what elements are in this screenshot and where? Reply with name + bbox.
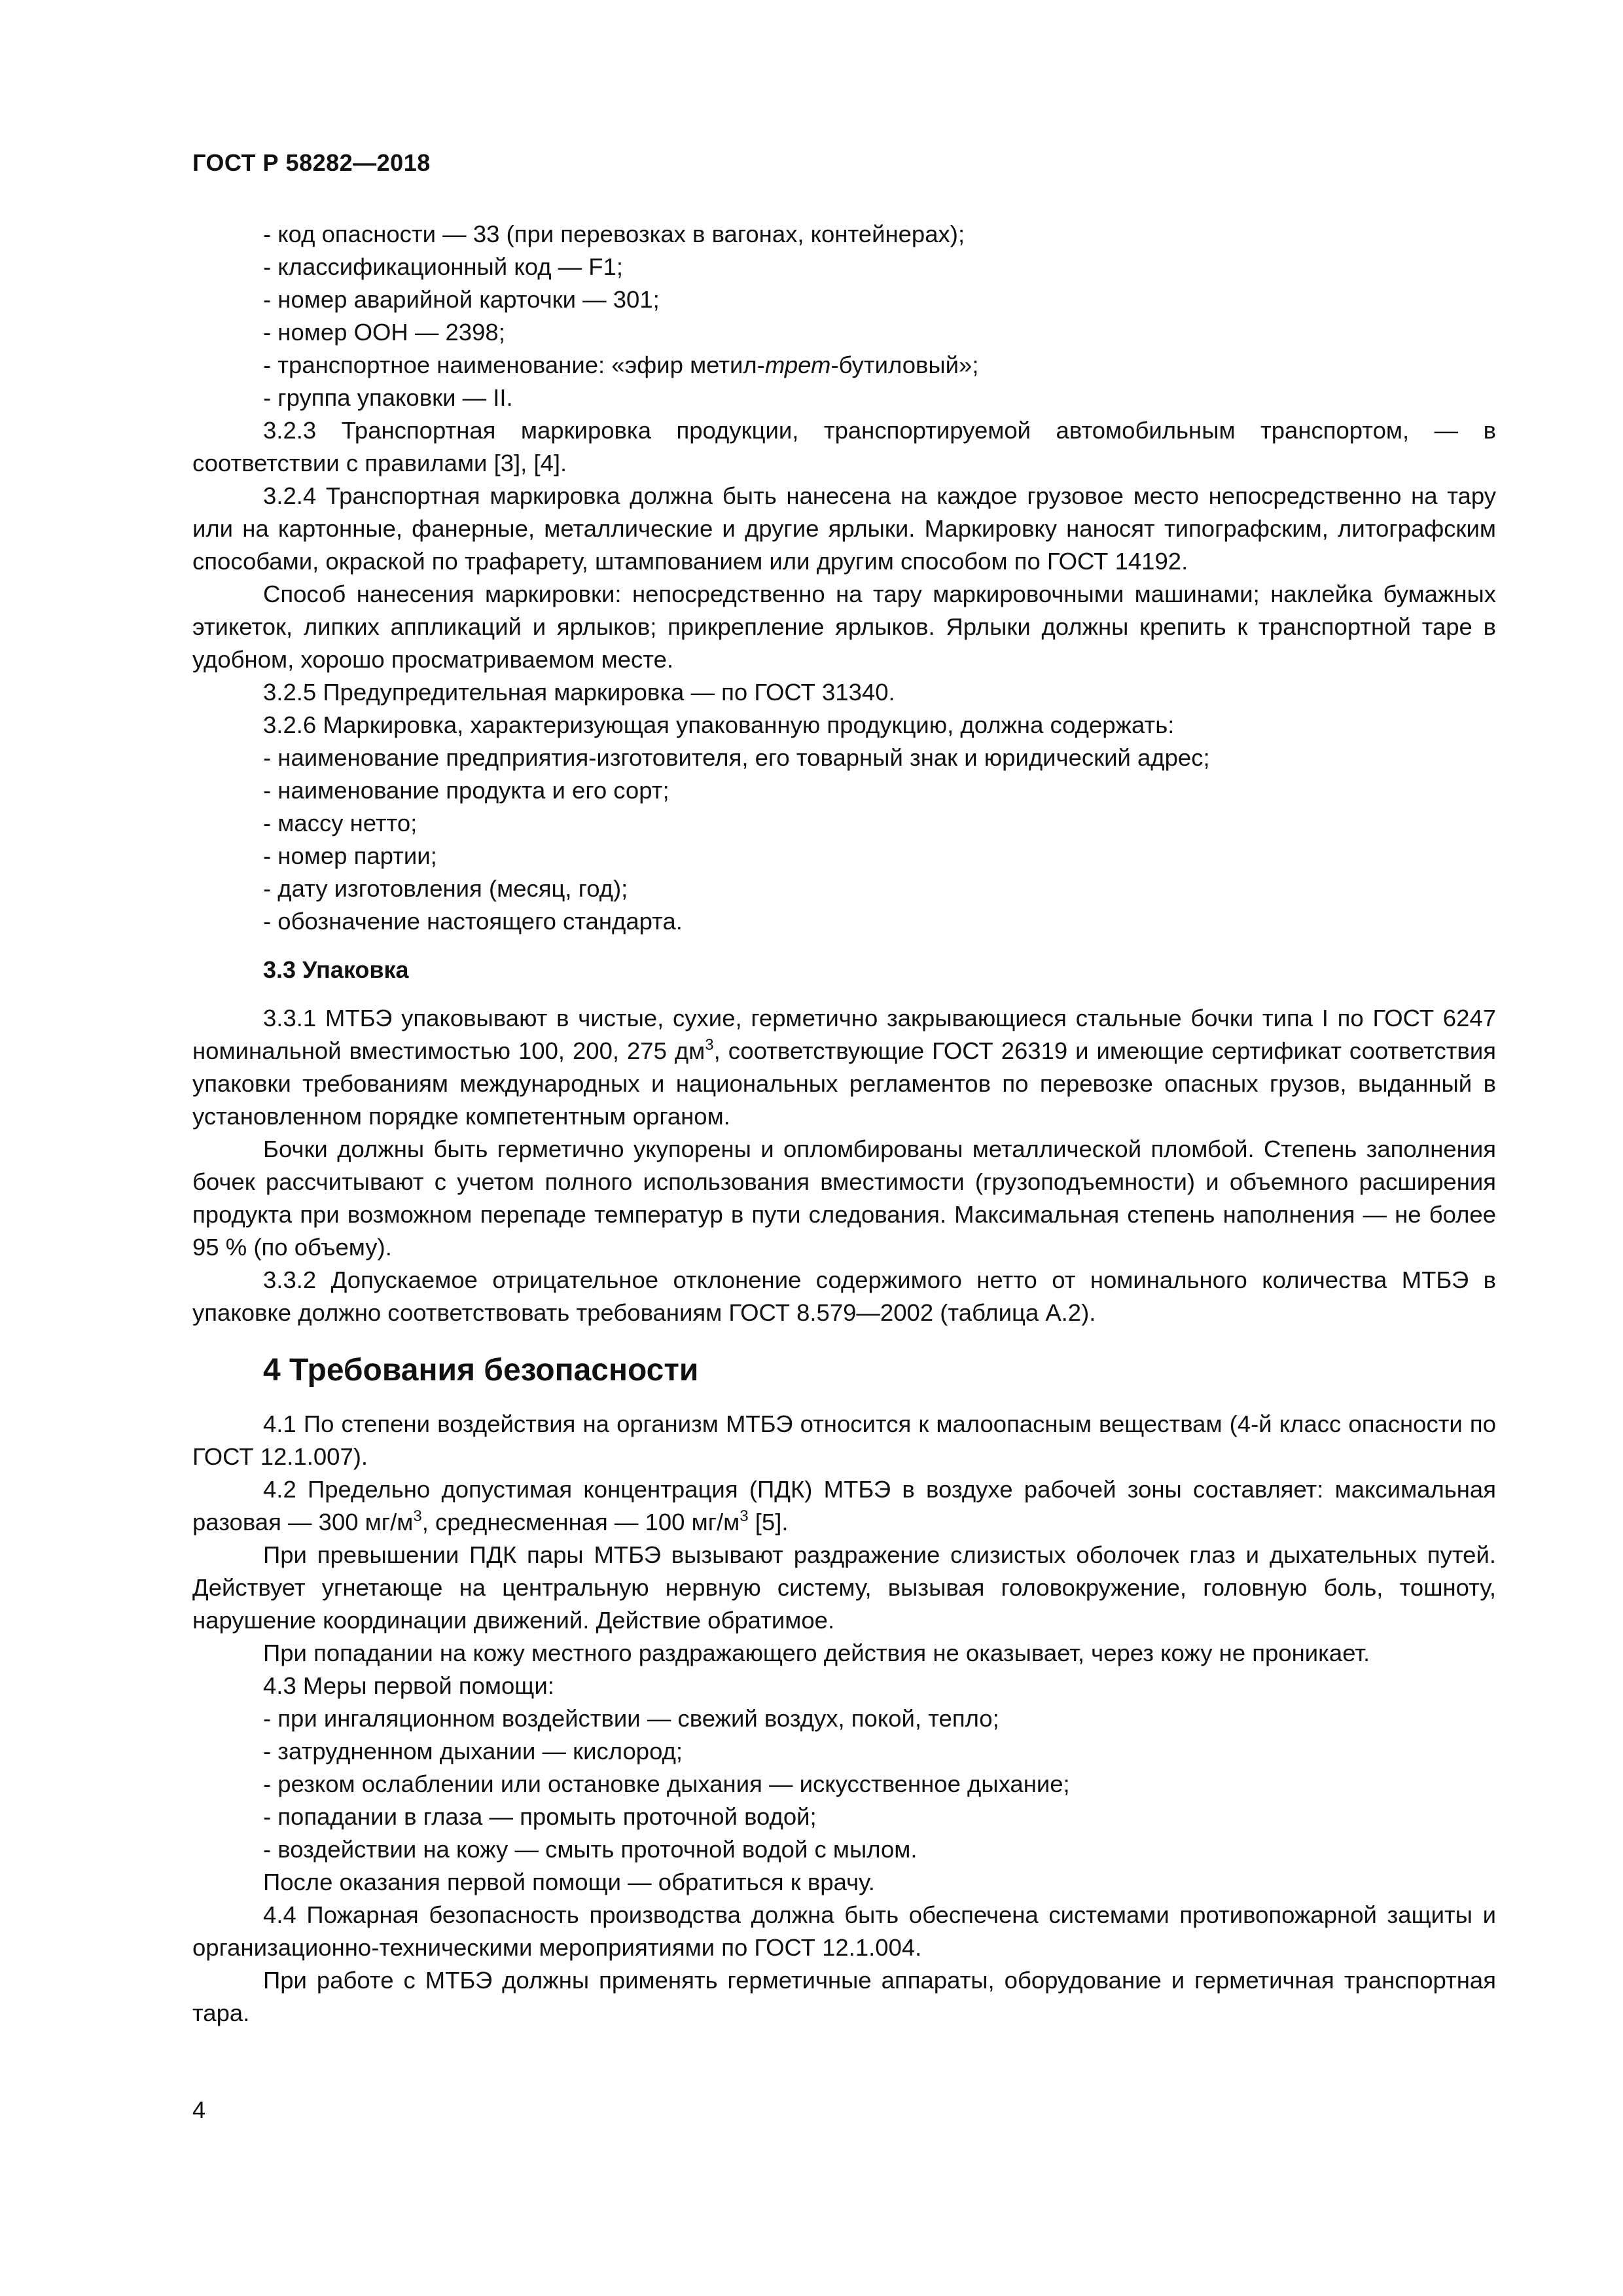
list-item: - дату изготовления (месяц, год); — [263, 875, 628, 902]
text-run: [5]. — [748, 1509, 789, 1535]
paragraph: 3.2.6 Маркировка, характеризующая упакованную продукцию, должна содержать: — [263, 711, 1175, 738]
text-run: - транспортное наименование: «эфир метил- — [263, 351, 765, 378]
list-item: - номер аварийной карточки — 301; — [263, 286, 660, 313]
list-item: - обозначение настоящего стандарта. — [263, 908, 683, 935]
section-heading: 4 Требования безопасности — [263, 1353, 699, 1388]
paragraph: 4.1 По степени воздействия на организм МТБЭ относится к малоопасным веществам (4-й класс опасности по ГОСТ 12.1.007). — [192, 1410, 1496, 1470]
list-item: - наименование продукта и его сорт; — [263, 777, 669, 804]
paragraph: После оказания первой помощи — обратиться к врачу. — [263, 1869, 875, 1895]
document-body — [192, 218, 1496, 2030]
superscript: 3 — [705, 1036, 714, 1054]
italic-text: трет — [764, 351, 831, 378]
text-run: 4.2 Предельно допустимая концентрация (ПДК) МТБЭ в воздухе рабочей зоны составляет: максимальная разовая — 300 мг/м — [192, 1476, 1496, 1535]
list-item: - номер ООН — 2398; — [263, 319, 505, 346]
list-item: - при ингаляционном воздействии — свежий воздух, покой, тепло; — [263, 1705, 999, 1732]
list-item: - код опасности — 33 (при перевозках в вагонах, контейнерах); — [263, 221, 965, 247]
list-item: - массу нетто; — [263, 810, 418, 836]
list-item: - попадании в глаза — промыть проточной водой; — [263, 1803, 817, 1830]
paragraph: При попадании на кожу местного раздражающего действия не оказывает, через кожу не проникает. — [263, 1640, 1370, 1666]
text-run: 3.3.1 МТБЭ упаковывают в чистые, сухие, герметично закрывающиеся стальные бочки типа I по ГОСТ 6247 номинальной вместимостью 100, 200, 275 дм — [192, 1005, 1496, 1064]
paragraph: 3.2.5 Предупредительная маркировка — по ГОСТ 31340. — [263, 679, 895, 706]
page-number: 4 — [192, 2096, 206, 2123]
subsection-heading: 3.3 Упаковка — [263, 956, 409, 983]
text-run: -бутиловый»; — [830, 351, 979, 378]
paragraph: При превышении ПДК пары МТБЭ вызывают раздражение слизистых оболочек глаз и дыхательных путей. Действует угнетающе на центральную нервную систему, вызывая головокружение, головную боль, тошноту, нарушение координации движений. Действие обратимое. — [192, 1541, 1496, 1634]
list-item: - классификационный код — F1; — [263, 253, 624, 280]
superscript: 3 — [413, 1507, 422, 1525]
paragraph: При работе с МТБЭ должны применять герметичные аппараты, оборудование и герметичная транспортная тара. — [192, 1967, 1496, 2026]
paragraph: 4.4 Пожарная безопасность производства должна быть обеспечена системами противопожарной защиты и организационно-техническими мероприятиями по ГОСТ 12.1.004. — [192, 1901, 1496, 1961]
paragraph: Способ нанесения маркировки: непосредственно на тару маркировочными машинами; наклейка бумажных этикеток, липких аппликаций и ярлыков; прикрепление ярлыков. Ярлыки должны крепить к транспортной таре в удобном, хорошо просматриваемом месте. — [192, 581, 1496, 673]
paragraph: Бочки должны быть герметично укупорены и опломбированы металлической пломбой. Степень заполнения бочек рассчитывают с учетом полного использования вместимости (грузоподъемности) и объемного расширения продукта при возможном перепаде температур в пути следования. Максимальная степень наполнения — не более 95 % (по объему). — [192, 1136, 1496, 1261]
list-item: - затрудненном дыхании — кислород; — [263, 1738, 683, 1765]
list-item — [192, 349, 1496, 382]
document-header: ГОСТ Р 58282—2018 — [192, 149, 431, 176]
paragraph: 3.3.2 Допускаемое отрицательное отклонение содержимого нетто от номинального количества МТБЭ в упаковке должно соответствовать требованиям ГОСТ 8.579—2002 (таблица А.2). — [192, 1266, 1496, 1326]
superscript: 3 — [740, 1507, 749, 1525]
list-item: - группа упаковки — II. — [263, 384, 513, 411]
list-item: - воздействии на кожу — смыть проточной водой с мылом. — [263, 1836, 918, 1863]
list-item: - резком ослаблении или остановке дыхания — искусственное дыхание; — [263, 1770, 1070, 1797]
text-run: , среднесменная — 100 мг/м — [421, 1509, 740, 1535]
paragraph: 3.2.3 Транспортная маркировка продукции, транспортируемой автомобильным транспортом, — в соответствии с правилами [3], [4]. — [192, 417, 1496, 476]
list-item: - наименование предприятия-изготовителя, его товарный знак и юридический адрес; — [263, 744, 1210, 771]
paragraph — [192, 1473, 1496, 1539]
paragraph: 3.2.4 Транспортная маркировка должна быть нанесена на каждое грузовое место непосредственно на тару или на картонные, фанерные, металлические и другие ярлыки. Маркировку наносят типографским, литографским способами, окраской по трафарету, штампованием или другим способом по ГОСТ 14192. — [192, 482, 1496, 575]
paragraph — [192, 1002, 1496, 1133]
text-run: , соответствующие ГОСТ 26319 и имеющие сертификат соответствия упаковки требованиям международных и национальных регламентов по перевозке опасных грузов, выданный в установленном порядке компетентным органом. — [192, 1037, 1496, 1130]
paragraph: 4.3 Меры первой помощи: — [263, 1672, 554, 1699]
list-item: - номер партии; — [263, 842, 437, 869]
